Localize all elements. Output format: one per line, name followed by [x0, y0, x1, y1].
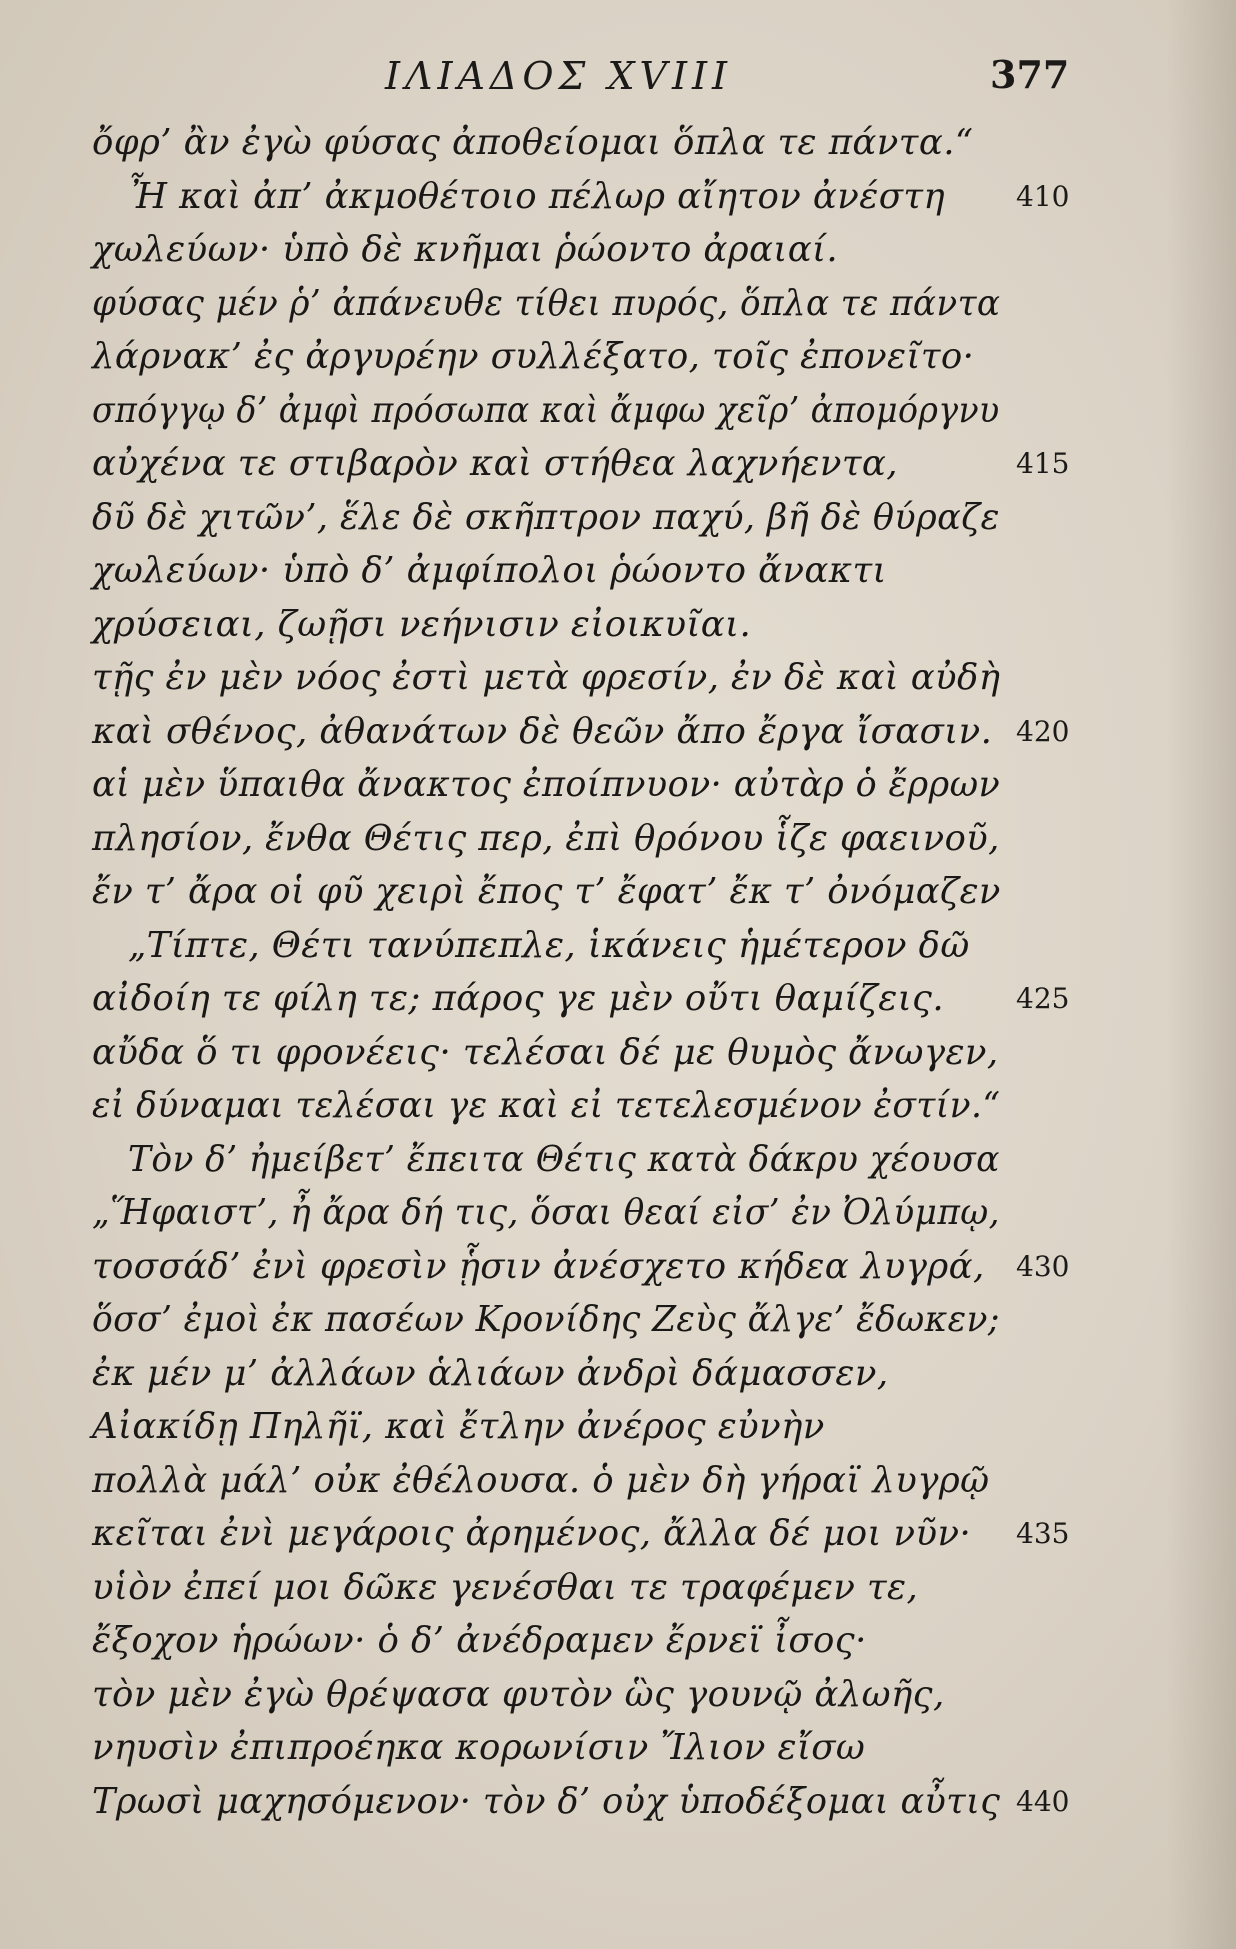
verse-line — [0, 602, 1236, 656]
verse-text: Αἰακίδῃ Πηλῆϊ, καὶ ἔτλην ἀνέρος εὐνὴν — [92, 1406, 825, 1447]
verse-line — [0, 1672, 1236, 1726]
verse-text: νηυσὶν ἐπιπροέηκα κορωνίσιν Ἴλιον εἴσω — [92, 1727, 866, 1768]
verse-text: Ἦ καὶ ἀπ’ ἀκμοθέτοιο πέλωρ αἴητον ἀνέστη — [128, 175, 946, 217]
verse-line — [0, 1190, 1236, 1244]
verse-text: ἔξοχον ἡρώων· ὁ δ’ ἀνέδραμεν ἔρνεϊ ἶσος· — [92, 1620, 867, 1661]
verse-text: ἐκ μέν μ’ ἀλλάων ἁλιάων ἀνδρὶ δάμασσεν, — [92, 1352, 889, 1394]
line-number: 425 — [1016, 982, 1070, 1015]
verse-text: τὸν μὲν ἐγὼ θρέψασα φυτὸν ὣς γουνῷ ἀλωῆς, — [92, 1673, 945, 1715]
verse-line — [0, 1351, 1236, 1405]
verse-text: υἱὸν ἐπεί μοι δῶκε γενέσθαι τε τραφέμεν τε, — [92, 1566, 919, 1608]
verse-text: καὶ σθένος, ἀθανάτων δὲ θεῶν ἄπο ἔργα ἴσασιν. — [92, 710, 993, 752]
verse-line — [0, 869, 1236, 923]
line-number: 410 — [1016, 179, 1070, 213]
verse-text: αἰδοίη τε φίλη τε; πάρος γε μὲν οὔτι θαμίζεις. — [92, 978, 945, 1019]
verse-text: τῇς ἐν μὲν νόος ἐστὶ μετὰ φρεσίν, ἐν δὲ καὶ αὐδὴ — [92, 657, 1001, 698]
verse-text: „Τίπτε, Θέτι τανύπεπλε, ἱκάνεις ἡμέτερον δῶ — [128, 924, 970, 966]
verse-text: πλησίον, ἔνθα Θέτις περ, ἐπὶ θρόνου ἷζε φαεινοῦ, — [92, 817, 1000, 859]
verse-text: δῦ δὲ χιτῶν’, ἕλε δὲ σκῆπτρον παχύ, βῆ δὲ θύραζε — [92, 496, 1000, 538]
line-number: 420 — [1016, 714, 1070, 748]
line-number: 440 — [1016, 1784, 1070, 1818]
page-header — [0, 48, 1236, 108]
verse-text: „Ἥφαιστ’, ἦ ἄρα δή τις, ὅσαι θεαί εἰσ’ ἐν Ὀλύμπῳ, — [92, 1192, 1000, 1233]
verse-line — [0, 1404, 1236, 1458]
verse-line — [0, 120, 1236, 174]
verse-text: φύσας μέν ῥ’ ἀπάνευθε τίθει πυρός, ὅπλα τε πάντα — [92, 282, 1001, 324]
verse-line — [0, 1458, 1236, 1512]
verse-text: αὐχένα τε στιβαρὸν καὶ στήθεα λαχνήεντα, — [92, 443, 898, 484]
verse-text: χωλεύων· ὑπὸ δὲ κνῆμαι ῥώοντο ἀραιαί. — [92, 229, 839, 270]
verse-line — [0, 1244, 1236, 1298]
verse-text: τοσσάδ’ ἐνὶ φρεσὶν ᾗσιν ἀνέσχετο κήδεα λυγρά, — [92, 1245, 985, 1287]
verse-text: ὄφρ’ ἂν ἐγὼ φύσας ἀποθείομαι ὅπλα τε πάντα.“ — [92, 122, 974, 163]
verse-line — [0, 816, 1236, 870]
verse-line — [0, 1779, 1236, 1833]
verse-line — [0, 1137, 1236, 1191]
verse-text: Τρωσὶ μαχησόμενον· τὸν δ’ οὐχ ὑποδέξομαι αὖτις — [92, 1780, 1001, 1822]
verse-line — [0, 1565, 1236, 1619]
verse-text: ἔν τ’ ἄρα οἱ φῦ χειρὶ ἔπος τ’ ἔφατ’ ἔκ τ’ ὀνόμαζεν — [92, 871, 1001, 912]
verse-text: λάρνακ’ ἐς ἀργυρέην συλλέξατο, τοῖς ἐπονεῖτο· — [92, 336, 975, 377]
verse-text: αὔδα ὅ τι φρονέεις· τελέσαι δέ με θυμὸς ἄνωγεν, — [92, 1031, 999, 1073]
verse-text: σπόγγῳ δ’ ἀμφὶ πρόσωπα καὶ ἄμφω χεῖρ’ ἀπομόργνυ — [92, 389, 1000, 431]
verse-text: κεῖται ἐνὶ μεγάροις ἀρημένος, ἄλλα δέ μοι νῦν· — [92, 1513, 972, 1554]
verse-line — [0, 548, 1236, 602]
verse-line — [0, 281, 1236, 335]
verse-line — [0, 388, 1236, 442]
verse-line — [0, 1083, 1236, 1137]
verse-text: χωλεύων· ὑπὸ δ’ ἀμφίπολοι ῥώοντο ἄνακτι — [92, 550, 887, 591]
verse-text: ὅσσ’ ἐμοὶ ἐκ πασέων Κρονίδης Ζεὺς ἄλγε’ ἔδωκεν; — [92, 1299, 1000, 1340]
verse-line — [0, 1725, 1236, 1779]
verse-text: χρύσειαι, ζωῇσι νεήνισιν εἰοικυῖαι. — [92, 603, 752, 645]
verse-line — [0, 441, 1236, 495]
verse-line — [0, 655, 1236, 709]
verse-line — [0, 495, 1236, 549]
verse-text: εἰ δύναμαι τελέσαι γε καὶ εἰ τετελεσμένον ἐστίν.“ — [92, 1085, 1001, 1126]
page-number: 377 — [990, 52, 1070, 97]
verse-text: Τὸν δ’ ἠμείβετ’ ἔπειτα Θέτις κατὰ δάκρυ χέουσα — [128, 1138, 1000, 1180]
verse-line — [0, 1297, 1236, 1351]
verse-line — [0, 1618, 1236, 1672]
verse-line — [0, 923, 1236, 977]
verse-line — [0, 174, 1236, 228]
line-number: 415 — [1016, 447, 1070, 480]
verse-line — [0, 227, 1236, 281]
verse-line — [0, 709, 1236, 763]
verse-line — [0, 762, 1236, 816]
running-title: ΙΛΙΑΔΟΣ XVIII — [385, 54, 732, 98]
verse-text: αἱ μὲν ὕπαιθα ἄνακτος ἐποίπνυον· αὐτὰρ ὁ ἔρρων — [92, 764, 1001, 805]
line-number: 430 — [1016, 1249, 1070, 1283]
verse-line — [0, 1030, 1236, 1084]
verse-line — [0, 976, 1236, 1030]
verse-line — [0, 1511, 1236, 1565]
line-number: 435 — [1016, 1517, 1070, 1550]
verse-block — [0, 120, 1236, 1832]
verse-text: πολλὰ μάλ’ οὐκ ἐθέλουσα. ὁ μὲν δὴ γήραϊ λυγρῷ — [92, 1459, 990, 1501]
verse-line — [0, 334, 1236, 388]
